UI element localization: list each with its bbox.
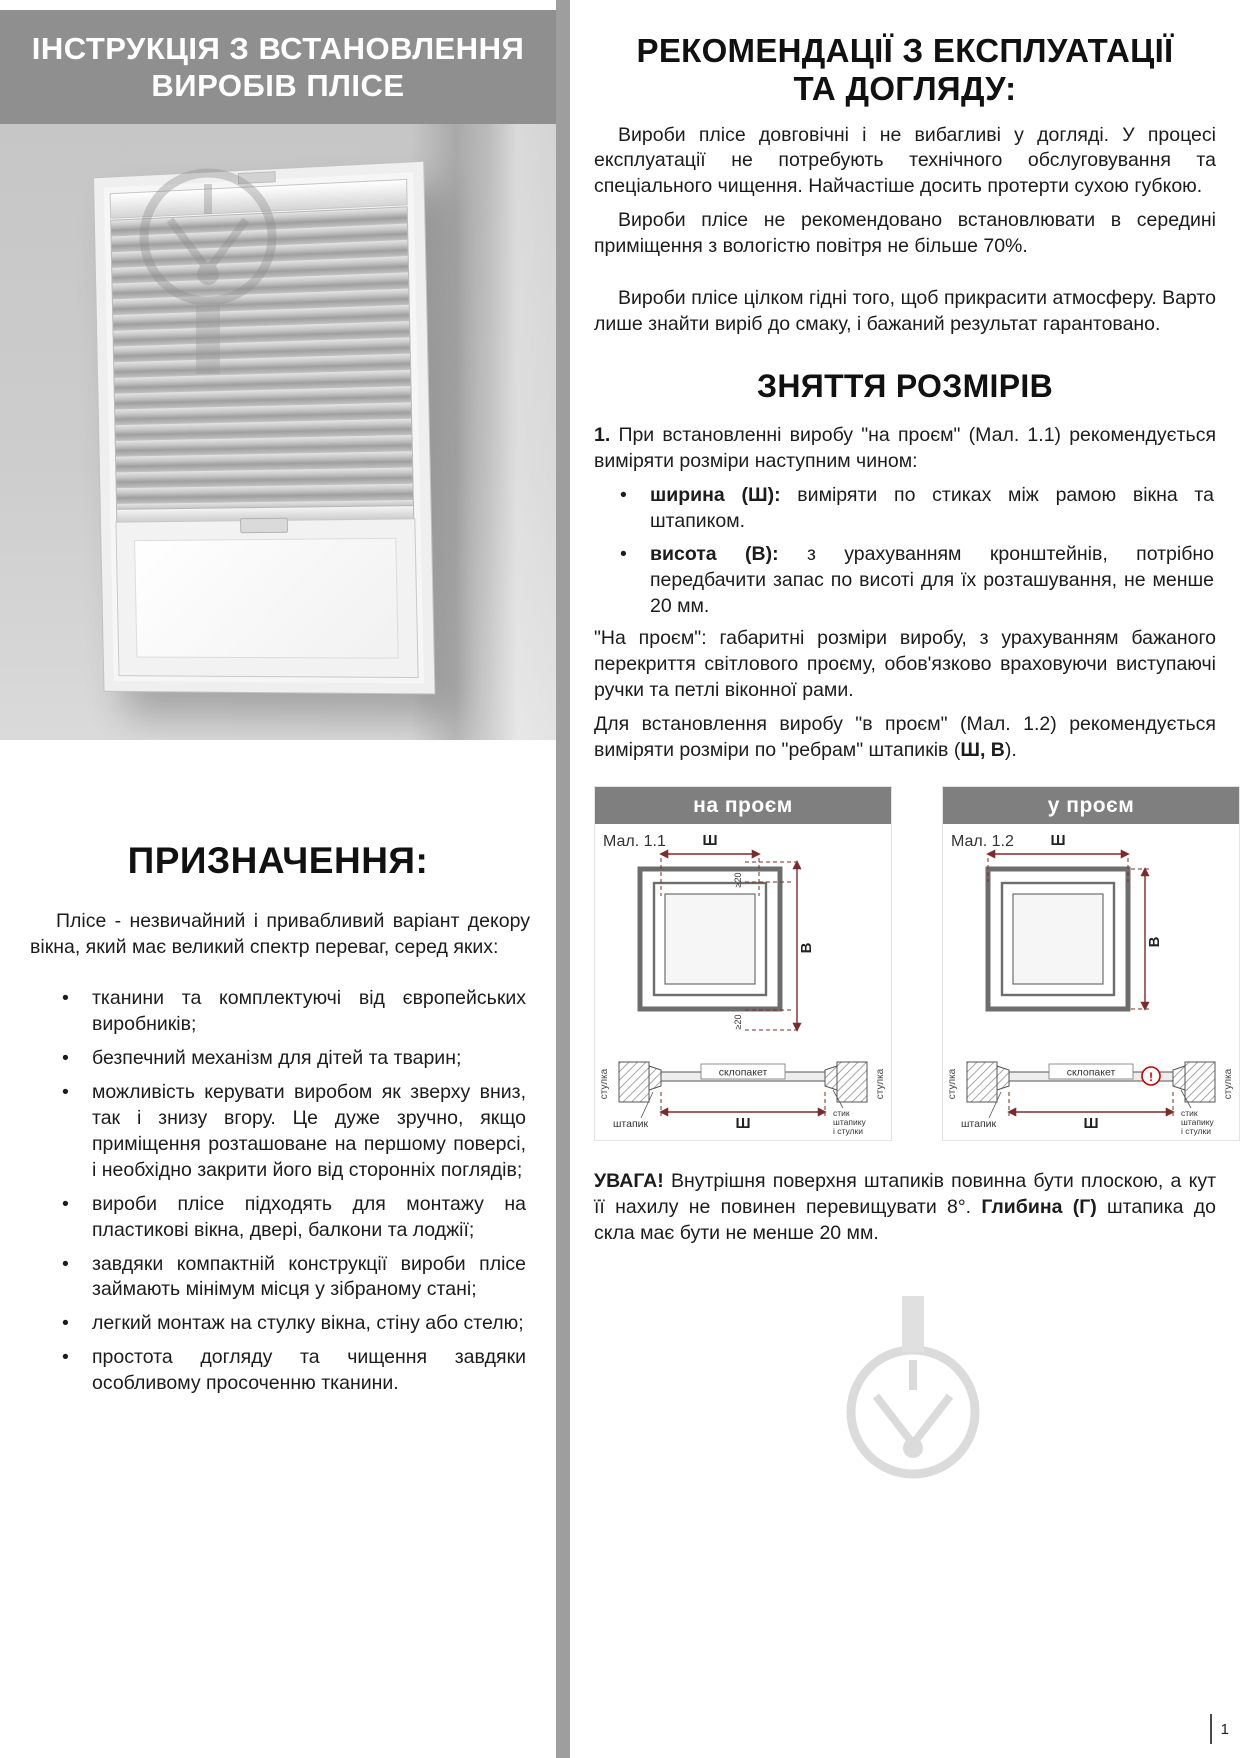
care-heading (594, 32, 1216, 109)
brand-watermark-icon (828, 1292, 998, 1502)
list-item (650, 542, 1214, 620)
care-paragraph-2: Вироби плісе не рекомендовано встановлювати в середині приміщення з вологістю повітря не більше 70%. (594, 209, 1216, 258)
blind-bracket (238, 171, 276, 184)
term-width: ширина (Ш): (650, 483, 781, 506)
cross-section (947, 1062, 1234, 1136)
right-column (588, 0, 1234, 1255)
purpose-heading: ПРИЗНАЧЕННЯ: (127, 840, 429, 881)
glazing-label: склопакет (718, 1066, 768, 1079)
header-line-1: ІНСТРУКЦІЯ З ВСТАНОВЛЕННЯ (31, 30, 525, 66)
diagram-1-figure (595, 824, 891, 1140)
page-number-divider (1210, 1714, 1212, 1744)
joint-label-2: штапику (833, 1117, 866, 1128)
joint-label-1: стик (833, 1108, 850, 1119)
column-divider (556, 0, 570, 1758)
care-paragraph-1: Вироби плісе довговічні і не вибагливі у догляді. У процесі експлуатації не потребують технічного обслуговування та спеціального чищення. Найчастіше досить протерти сухою губкою. (594, 123, 1216, 198)
window-graphic (94, 162, 434, 694)
attention-paragraph (594, 1169, 1216, 1247)
term-height: висота (В): (650, 542, 779, 565)
list-item: • тканини та комплектуючі від європейських виробників; (92, 986, 526, 1038)
window-illustration (0, 124, 556, 740)
figure-label: Мал. 1.2 (951, 833, 1014, 851)
sash-left-label: стулка (599, 1068, 610, 1100)
diagram-row (594, 786, 1234, 1141)
width-bottom-label: Ш (735, 1115, 751, 1133)
diagram-2-body (943, 824, 1239, 1140)
measuring-step-text: При встановленні виробу "на проєм" (Мал. 1.1) рекомендується виміряти розміри наступним чином: (594, 423, 1216, 472)
bead-label: штапик (613, 1118, 649, 1131)
bead-label: штапик (961, 1118, 997, 1131)
height-label: В (798, 942, 815, 954)
sash-left-label: стулка (947, 1068, 958, 1100)
measuring-p3-text2: ). (1004, 739, 1017, 762)
term-width-text: виміряти по стиках між рамою вікна та штапиком. (650, 483, 1214, 532)
joint-label-1: стик (1181, 1108, 1198, 1119)
window-glass (134, 538, 399, 659)
sash-right-label: стулка (1223, 1068, 1234, 1100)
figure-label: Мал. 1.1 (603, 833, 666, 851)
left-column (0, 0, 556, 1405)
attention-label: УВАГА! (594, 1170, 664, 1193)
blind-handle (240, 518, 288, 534)
diagram-2-header: у проєм (943, 787, 1239, 824)
header-line-2: ВИРОБІВ ПЛІСЕ (151, 68, 405, 103)
min-gap-top-label: ≥20 (733, 872, 743, 888)
diagram-on-opening (594, 786, 892, 1141)
measuring-p3-text1: Для встановлення виробу "в проєм" (Мал. 1.2) рекомендується виміряти розміри по "ребрам" штапиків ( (594, 713, 1216, 762)
measuring-bullet-list (594, 483, 1216, 620)
diagram-in-opening (942, 786, 1240, 1141)
page-number-value: 1 (1220, 1720, 1229, 1738)
purpose-intro: Плісе - незвичайний і привабливий варіант декору вікна, який має великий спектр переваг, серед яких: (30, 910, 530, 959)
diagram-1-body (595, 824, 891, 1140)
attention-bold-depth: Глибина (Г) (981, 1195, 1097, 1218)
glazing-label: склопакет (1066, 1066, 1116, 1079)
measuring-heading: ЗНЯТТЯ РОЗМІРІВ (757, 367, 1053, 404)
measuring-paragraph-3 (594, 712, 1216, 764)
attention-text-1: Внутрішня поверхня штапиків повинна бути плоскою, а кут її нахилу не повинен перевищувати 8°. (594, 1170, 1216, 1218)
window-frame-drawing (988, 869, 1128, 1009)
care-heading-line-1: РЕКОМЕНДАЦІЇ З ЕКСПЛУАТАЦІЇ (636, 32, 1174, 69)
height-label: В (1146, 936, 1163, 948)
care-heading-line-2: ТА ДОГЛЯДУ: (793, 70, 1017, 108)
sash-right-label: стулка (875, 1068, 886, 1100)
list-item (650, 483, 1214, 535)
measuring-paragraph-1 (594, 423, 1216, 475)
list-item: • завдяки компактній конструкції вироби плісе займають мінімум місця у зібраному стані; (92, 1252, 526, 1304)
list-item: • вироби плісе підходять для монтажу на пластикові вікна, двері, балкони та лоджії; (92, 1192, 526, 1244)
page-number (1210, 1714, 1229, 1744)
measuring-step-number: 1. (594, 423, 611, 446)
pleated-blind (110, 206, 414, 510)
left-header-banner (0, 10, 556, 124)
purpose-section (30, 908, 530, 1397)
joint-label-2: штапику (1181, 1117, 1214, 1128)
window-sash (116, 519, 417, 677)
joint-label-3: і стулки (833, 1126, 863, 1137)
width-bottom-label: Ш (1083, 1115, 1099, 1133)
joint-label-3: і стулки (1181, 1126, 1211, 1137)
measuring-paragraph-2: "На проєм": габаритні розміри виробу, з урахуванням бажаного перекриття світлового проєму, обов'язково враховуючи виступаючі ручки та петлі віконної рами. (594, 627, 1216, 702)
min-gap-bottom-label: ≥20 (733, 1014, 743, 1030)
purpose-bullet-list (30, 986, 530, 1397)
cross-section (599, 1062, 886, 1136)
width-label: Ш (1050, 832, 1066, 850)
list-item: • безпечний механізм для дітей та тварин; (92, 1046, 526, 1072)
list-item: • простота догляду та чищення завдяки особливому просоченню тканини. (92, 1345, 526, 1397)
list-item: • можливість керувати виробом як зверху вниз, так і знизу вгору. Це дуже зручно, якщо приміщення розташоване на першому поверсі, і необхідно закрити його від сторонніх поглядів; (92, 1080, 526, 1184)
care-paragraph-3: Вироби плісе цілком гідні того, щоб прикрасити атмосферу. Варто лише знайти виріб до смаку, і бажаний результат гарантовано. (594, 287, 1216, 336)
measuring-p3-bold: Ш, В (960, 739, 1005, 762)
list-item: • легкий монтаж на стулку вікна, стіну або стелю; (92, 1311, 526, 1337)
term-height-text: з урахуванням кронштейнів, потрібно передбачити запас по висоті для їх розташування, не менше 20 мм. (650, 542, 1215, 617)
width-label: Ш (702, 832, 718, 850)
diagram-1-header: на проєм (595, 787, 891, 824)
diagram-2-figure (943, 824, 1239, 1140)
attention-text-2: штапика до скла має бути не менше 20 мм. (594, 1195, 1216, 1244)
warning-exclamation: ! (1149, 1070, 1153, 1085)
